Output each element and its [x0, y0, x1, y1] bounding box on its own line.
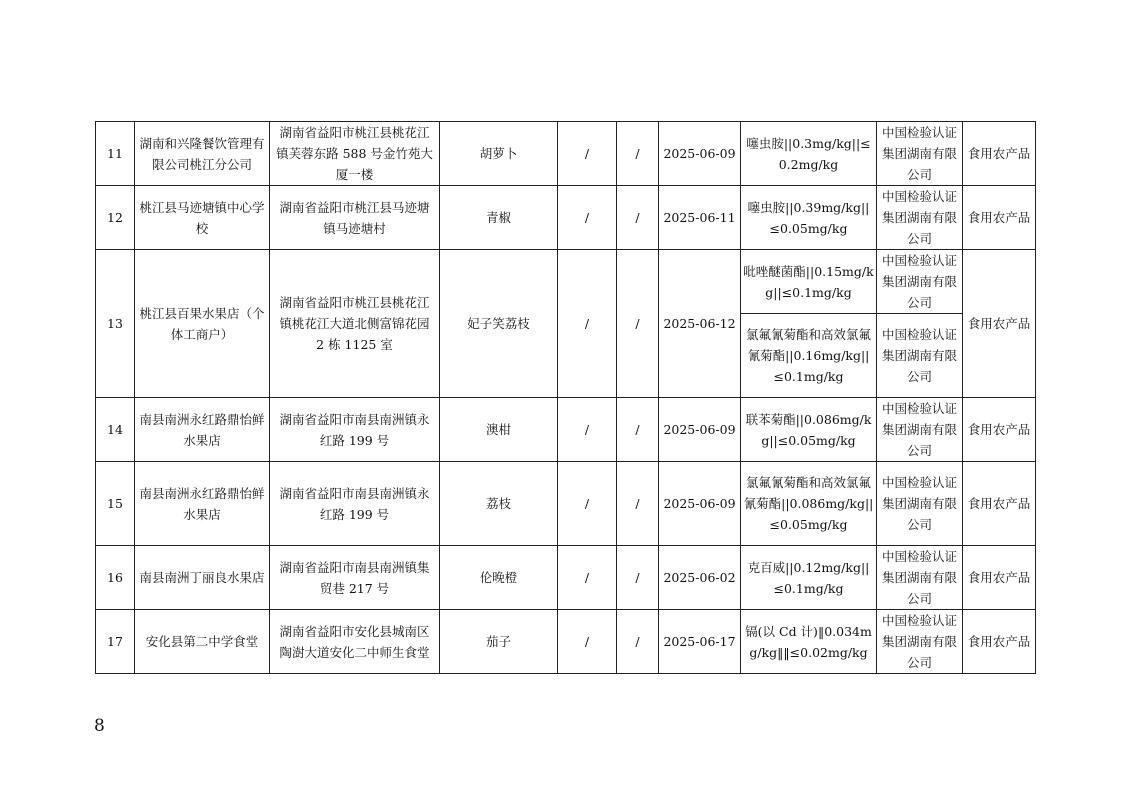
testing-agency: 中国检验认证集团湖南有限公司 — [877, 122, 963, 186]
product-name: 胡萝卜 — [440, 122, 558, 186]
product-spec: / — [558, 250, 617, 398]
product-spec: / — [558, 122, 617, 186]
business-name: 安化县第二中学食堂 — [135, 610, 270, 674]
food-category: 食用农产品 — [963, 610, 1036, 674]
table-row — [96, 462, 1036, 546]
production-date: 2025-06-17 — [659, 610, 741, 674]
product-name: 青椒 — [440, 186, 558, 250]
nonconforming-item: 氯氟氰菊酯和高效氯氟氰菊酯||0.16mg/kg||≤0.1mg/kg — [741, 314, 877, 398]
nonconforming-item: 克百威||0.12mg/kg||≤0.1mg/kg — [741, 546, 877, 610]
testing-agency: 中国检验认证集团湖南有限公司 — [877, 250, 963, 314]
product-spec: / — [558, 398, 617, 462]
table-body — [96, 122, 1036, 674]
business-name: 南县南洲丁丽良水果店 — [135, 546, 270, 610]
row-number: 16 — [96, 546, 135, 610]
row-number: 14 — [96, 398, 135, 462]
food-category: 食用农产品 — [963, 186, 1036, 250]
business-address: 湖南省益阳市安化县城南区陶澍大道安化二中师生食堂 — [270, 610, 440, 674]
product-name: 妃子笑荔枝 — [440, 250, 558, 398]
business-name: 桃江县马迹塘镇中心学校 — [135, 186, 270, 250]
inspection-results-table — [95, 121, 1036, 674]
testing-agency: 中国检验认证集团湖南有限公司 — [877, 186, 963, 250]
nonconforming-item: 吡唑醚菌酯||0.15mg/kg||≤0.1mg/kg — [741, 250, 877, 314]
production-date: 2025-06-12 — [659, 250, 741, 398]
testing-agency: 中国检验认证集团湖南有限公司 — [877, 314, 963, 398]
product-spec: / — [558, 610, 617, 674]
table-row — [96, 250, 1036, 314]
food-category: 食用农产品 — [963, 462, 1036, 546]
table-row — [96, 122, 1036, 186]
testing-agency: 中国检验认证集团湖南有限公司 — [877, 610, 963, 674]
row-number: 12 — [96, 186, 135, 250]
row-number: 13 — [96, 250, 135, 398]
business-name: 南县南洲永红路鼎怡鲜水果店 — [135, 398, 270, 462]
nonconforming-item: 镉(以 Cd 计)‖0.034mg/kg‖‖≤0.02mg/kg — [741, 610, 877, 674]
production-date: 2025-06-02 — [659, 546, 741, 610]
testing-agency: 中国检验认证集团湖南有限公司 — [877, 462, 963, 546]
product-brand: / — [617, 122, 659, 186]
testing-agency: 中国检验认证集团湖南有限公司 — [877, 546, 963, 610]
business-address: 湖南省益阳市桃江县桃花江镇芙蓉东路 588 号金竹苑大厦一楼 — [270, 122, 440, 186]
nonconforming-item: 噻虫胺||0.39mg/kg||≤0.05mg/kg — [741, 186, 877, 250]
product-brand: / — [617, 462, 659, 546]
food-category: 食用农产品 — [963, 250, 1036, 398]
business-address: 湖南省益阳市南县南洲镇永红路 199 号 — [270, 398, 440, 462]
business-name: 湖南和兴隆餐饮管理有限公司桃江分公司 — [135, 122, 270, 186]
product-name: 茄子 — [440, 610, 558, 674]
row-number: 17 — [96, 610, 135, 674]
business-address: 湖南省益阳市桃江县马迹塘镇马迹塘村 — [270, 186, 440, 250]
page-number: 8 — [94, 716, 105, 736]
food-category: 食用农产品 — [963, 546, 1036, 610]
table-row — [96, 546, 1036, 610]
product-brand: / — [617, 186, 659, 250]
food-category: 食用农产品 — [963, 398, 1036, 462]
production-date: 2025-06-09 — [659, 398, 741, 462]
product-spec: / — [558, 186, 617, 250]
production-date: 2025-06-11 — [659, 186, 741, 250]
product-name: 伦晚橙 — [440, 546, 558, 610]
business-address: 湖南省益阳市桃江县桃花江镇桃花江大道北侧富锦花园 2 栋 1125 室 — [270, 250, 440, 398]
nonconforming-item: 噻虫胺||0.3mg/kg||≤0.2mg/kg — [741, 122, 877, 186]
row-number: 11 — [96, 122, 135, 186]
business-address: 湖南省益阳市南县南洲镇集贸巷 217 号 — [270, 546, 440, 610]
product-name: 澳柑 — [440, 398, 558, 462]
product-brand: / — [617, 250, 659, 398]
product-brand: / — [617, 546, 659, 610]
business-name: 桃江县百果水果店（个体工商户） — [135, 250, 270, 398]
business-address: 湖南省益阳市南县南洲镇永红路 199 号 — [270, 462, 440, 546]
table-row — [96, 610, 1036, 674]
product-name: 荔枝 — [440, 462, 558, 546]
production-date: 2025-06-09 — [659, 462, 741, 546]
product-spec: / — [558, 546, 617, 610]
food-category: 食用农产品 — [963, 122, 1036, 186]
product-brand: / — [617, 398, 659, 462]
nonconforming-item: 联苯菊酯||0.086mg/kg||≤0.05mg/kg — [741, 398, 877, 462]
table-row — [96, 398, 1036, 462]
product-brand: / — [617, 610, 659, 674]
product-spec: / — [558, 462, 617, 546]
production-date: 2025-06-09 — [659, 122, 741, 186]
nonconforming-item: 氯氟氰菊酯和高效氯氟氰菊酯||0.086mg/kg||≤0.05mg/kg — [741, 462, 877, 546]
row-number: 15 — [96, 462, 135, 546]
table-row — [96, 186, 1036, 250]
testing-agency: 中国检验认证集团湖南有限公司 — [877, 398, 963, 462]
business-name: 南县南洲永红路鼎怡鲜水果店 — [135, 462, 270, 546]
